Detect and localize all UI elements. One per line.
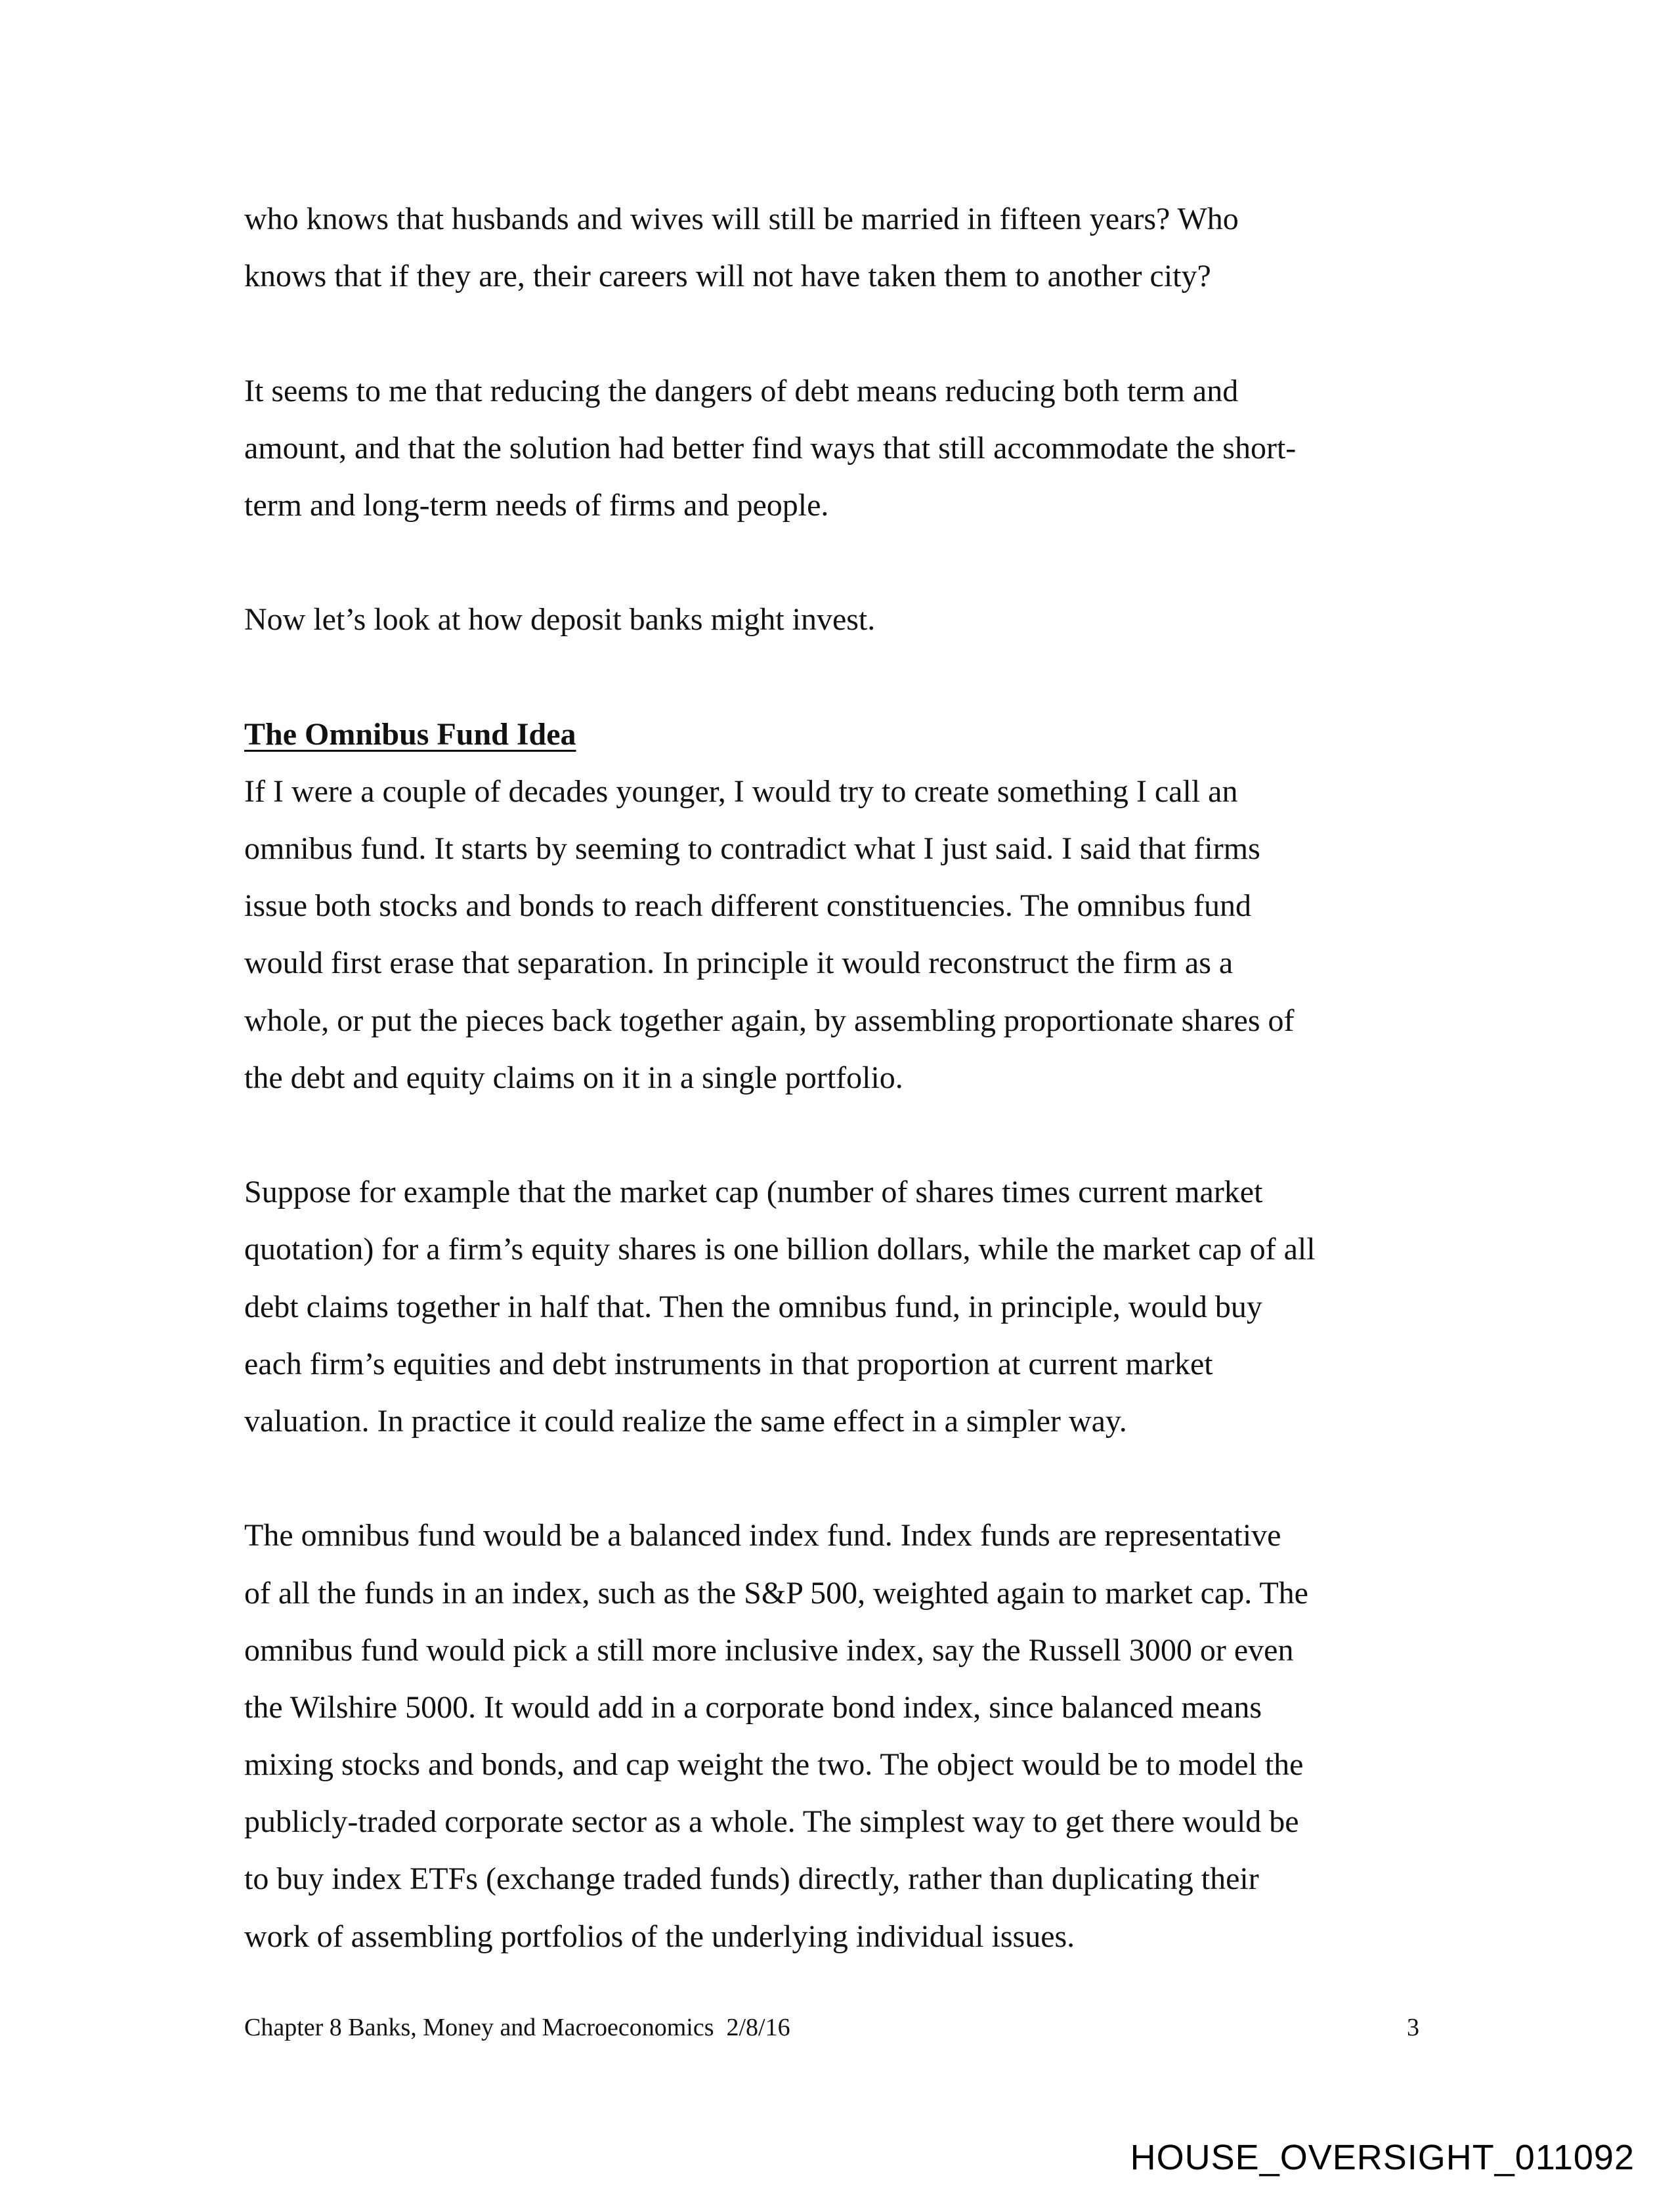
bates-stamp: HOUSE_OVERSIGHT_011092	[1130, 2138, 1635, 2177]
body-text	[244, 190, 1426, 1965]
text-line: work of assembling portfolios of the underlying individual issues.	[244, 1919, 1075, 1954]
text-line: omnibus fund. It starts by seeming to contradict what I just said. I said that firms	[244, 831, 1260, 867]
text-line: the debt and equity claims on it in a single portfolio.	[244, 1060, 903, 1095]
text-line: quotation) for a firm’s equity shares is one billion dollars, while the market cap of all	[244, 1232, 1316, 1267]
paragraph	[244, 362, 1426, 534]
text-line: to buy index ETFs (exchange traded funds) directly, rather than duplicating their	[244, 1861, 1259, 1897]
text-line: valuation. In practice it could realize the same effect in a simpler way.	[244, 1403, 1127, 1439]
paragraph-spacer	[244, 649, 1426, 706]
page-footer	[244, 2013, 1419, 2042]
paragraph-spacer	[244, 534, 1426, 591]
paragraph-spacer	[244, 1450, 1426, 1507]
text-line: publicly-traded corporate sector as a whole. The simplest way to get there would be	[244, 1804, 1299, 1840]
text-line: of all the funds in an index, such as the S&P 500, weighted again to market cap. The	[244, 1575, 1308, 1611]
text-line: the Wilshire 5000. It would add in a corporate bond index, since balanced means	[244, 1689, 1262, 1725]
text-line: If I were a couple of decades younger, I would try to create something I call an	[244, 773, 1238, 809]
paragraph	[244, 1507, 1426, 1965]
paragraph	[244, 591, 1426, 648]
text-line: omnibus fund would pick a still more inclusive index, say the Russell 3000 or even	[244, 1632, 1294, 1668]
page-number: 3	[1407, 2014, 1419, 2041]
text-line: Now let’s look at how deposit banks might invest.	[244, 602, 876, 638]
paragraph-spacer	[244, 305, 1426, 362]
text-line: mixing stocks and bonds, and cap weight the two. The object would be to model the	[244, 1747, 1304, 1783]
running-title: Chapter 8 Banks, Money and Macroeconomics 2/8/16	[244, 2014, 790, 2041]
text-line: term and long-term needs of firms and people.	[244, 487, 829, 523]
text-line: whole, or put the pieces back together again, by assembling proportionate shares of	[244, 1003, 1295, 1038]
paragraph	[244, 190, 1426, 305]
section-heading: The Omnibus Fund Idea	[244, 716, 576, 752]
text-line: The omnibus fund would be a balanced index fund. Index funds are representative	[244, 1518, 1281, 1553]
text-line: debt claims together in half that. Then the omnibus fund, in principle, would buy	[244, 1289, 1262, 1324]
text-line: It seems to me that reducing the dangers of debt means reducing both term and	[244, 373, 1239, 408]
text-line: amount, and that the solution had better find ways that still accommodate the short-	[244, 430, 1297, 466]
text-line: would first erase that separation. In principle it would reconstruct the firm as a	[244, 945, 1234, 981]
text-line: issue both stocks and bonds to reach different constituencies. The omnibus fund	[244, 888, 1251, 924]
text-line: Suppose for example that the market cap (number of shares times current market	[244, 1175, 1263, 1210]
paragraph-spacer	[244, 1106, 1426, 1163]
section-omnibus-fund	[244, 706, 1426, 1106]
text-line: each firm’s equities and debt instruments in that proportion at current market	[244, 1346, 1213, 1381]
text-line: knows that if they are, their careers will not have taken them to another city?	[244, 259, 1211, 294]
paragraph	[244, 1163, 1426, 1450]
text-line: who knows that husbands and wives will still be married in fifteen years? Who	[244, 202, 1239, 236]
